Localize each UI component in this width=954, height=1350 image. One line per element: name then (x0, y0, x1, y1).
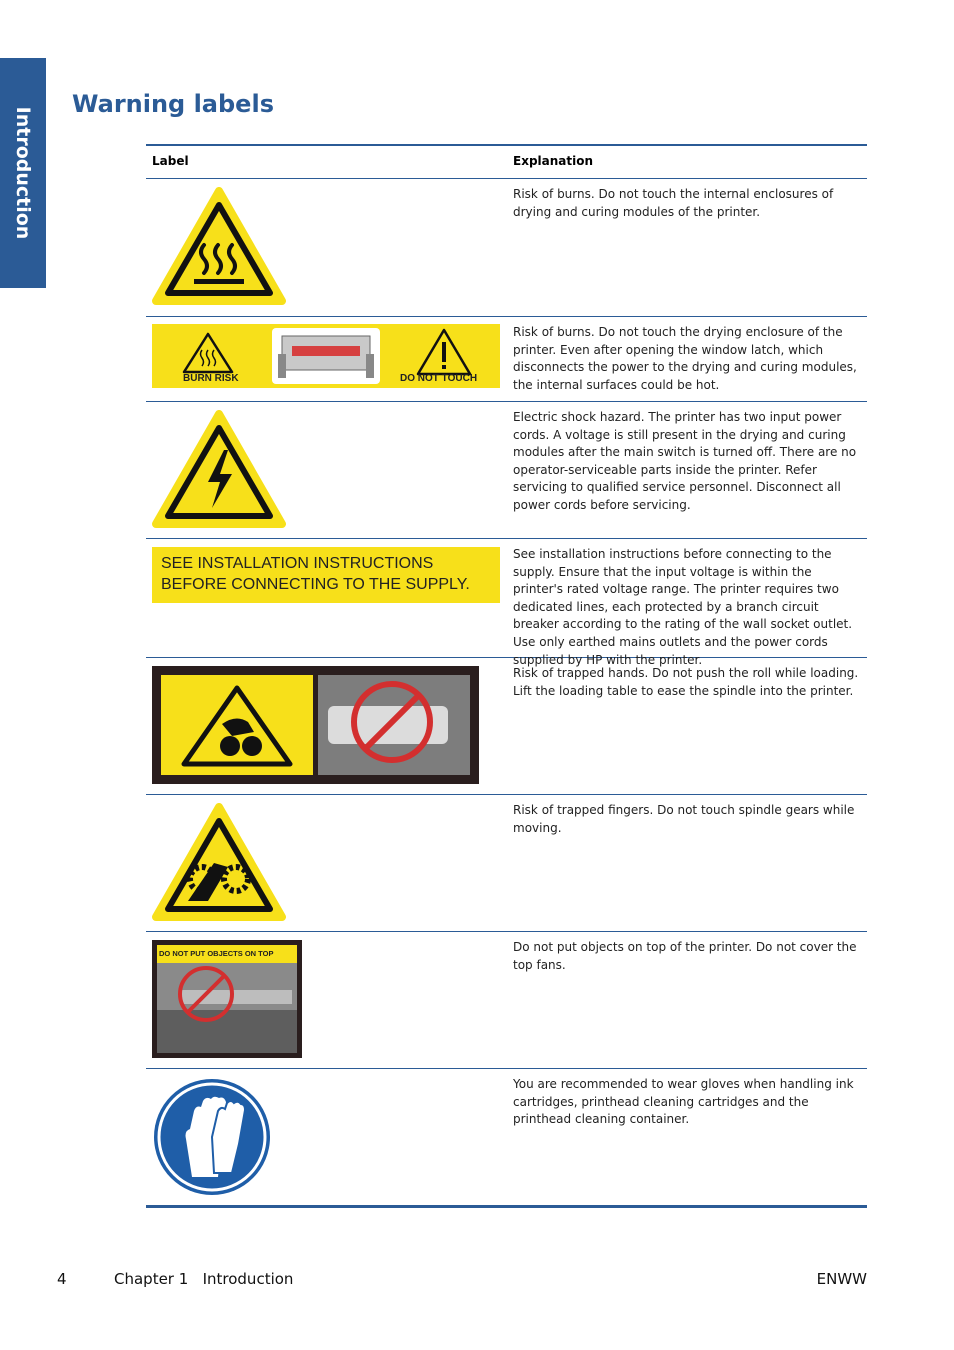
table-row (146, 402, 867, 539)
row-explanation: Do not put objects on top of the printer. Do not cover the top fans. (513, 940, 857, 972)
table-row (146, 317, 867, 402)
table-row (146, 795, 867, 932)
row-explanation: You are recommended to wear gloves when handling ink cartridges, printhead cleaning cartridges and the printhead cleaning container. (513, 1077, 854, 1127)
table-header (146, 146, 867, 179)
row-explanation: Risk of burns. Do not touch the drying enclosure of the printer. Even after opening the window latch, which disconnects the power to the drying and curing modules, the internal surfaces could be hot. (513, 325, 857, 392)
table-row (146, 1069, 867, 1205)
no-objects-text: DO NOT PUT OBJECTS ON TOP (159, 949, 274, 958)
side-tab-label: Introduction (12, 106, 34, 240)
table-row (146, 179, 867, 317)
column-header-label: Label (152, 154, 189, 168)
warning-labels-table (146, 144, 867, 1208)
row-explanation: See installation instructions before connecting to the supply. Ensure that the input voltage is within the printer's rated voltage range. The printer requires two dedicated lines, each protected by a branch circuit breaker according to the rating of the wall socket outlet. Use only earthed mains outlets and the power cords supplied by HP with the printer. (513, 547, 853, 667)
row-explanation: Electric shock hazard. The printer has two input power cords. A voltage is still present in the drying and curing modules after the main switch is turned off. There are no operator-serviceable parts inside the printer. Refer servicing to qualified service personnel. Disconnect all power cords before servicing. (513, 410, 857, 512)
install-line-1: SEE INSTALLATION INSTRUCTIONS (161, 555, 434, 572)
wear-gloves-mandatory-icon (152, 1077, 272, 1197)
row-explanation: Risk of burns. Do not touch the internal enclosures of drying and curing modules of the printer. (513, 187, 834, 219)
do-not-touch-text: DO NOT TOUCH (400, 373, 478, 384)
chapter-side-tab (0, 58, 46, 288)
trapped-hands-warning-icon (152, 666, 479, 784)
install-line-2: BEFORE CONNECTING TO THE SUPPLY. (161, 576, 470, 593)
page-title: Warning labels (72, 90, 274, 118)
footer-code: ENWW (816, 1270, 867, 1288)
row-explanation: Risk of trapped fingers. Do not touch spindle gears while moving. (513, 803, 855, 835)
hot-surface-warning-icon (152, 187, 286, 307)
burn-risk-text: BURN RISK (183, 373, 239, 384)
page-number: 4 (57, 1270, 67, 1288)
table-row (146, 539, 867, 667)
footer-chapter: Chapter 1 Introduction (114, 1270, 294, 1288)
table-row (146, 932, 867, 1069)
table-row (146, 658, 867, 795)
row-explanation: Risk of trapped hands. Do not push the roll while loading. Lift the loading table to ease the spindle into the printer. (513, 666, 859, 698)
trapped-fingers-warning-icon (152, 803, 286, 923)
column-header-explanation: Explanation (513, 154, 594, 168)
electric-shock-warning-icon (152, 410, 286, 530)
